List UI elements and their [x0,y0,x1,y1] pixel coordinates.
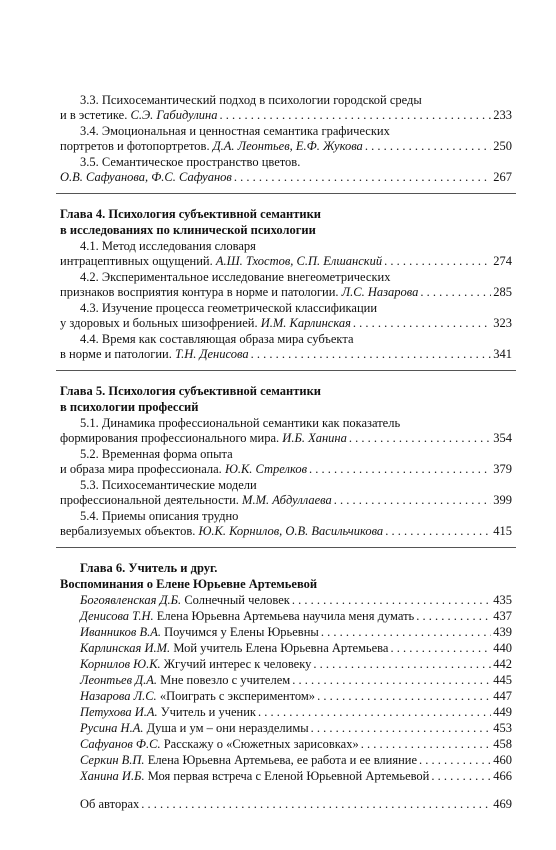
page-number: 445 [493,673,512,687]
list-item [60,656,512,672]
entry-title: Моя первая встреча с Еленой Юрьевной Артемьевой [147,769,430,783]
entry-title: Елена Юрьевна Артемьева, ее работа и ее влияние [147,753,418,767]
entry-title-cont: профессиональной деятельности. [60,493,239,507]
leader-dots [349,431,491,446]
entry-title: Жгучий интерес к человеку [163,657,312,671]
leader-dots [321,624,491,640]
page-number: 458 [493,737,512,751]
entry-last-line [60,170,512,185]
leader-dots [353,316,491,331]
entry-title: 4.1. Метод исследования словаря [80,239,256,253]
entry-title: 3.5. Семантическое пространство цветов. [80,155,301,169]
entry-last-line [60,139,512,154]
entry-title: Учитель и ученик [160,705,257,719]
entry-title: 4.3. Изучение процесса геометрической классификации [80,301,378,315]
page-number: 447 [493,689,512,703]
entry-author: Серкин В.П. [80,753,145,767]
toc-entry-4-3 [60,300,512,331]
toc-entry-5-3 [60,477,512,508]
toc-entry-3-5 [60,154,512,185]
entry-last-line [60,254,512,269]
list-item [60,720,512,736]
leader-dots [292,592,491,608]
entry-title: Солнечный человек [184,593,290,607]
page-number: 341 [493,347,512,361]
entry-author: Д.А. Леонтьев, Е.Ф. Жукова [212,139,363,153]
entry-title: Душа и ум – они неразделимы [146,721,309,735]
page-number: 323 [493,316,512,330]
toc-entry-3-3 [60,92,512,123]
entry-author: И.Б. Ханина [282,431,347,445]
entry-title-cont: в норме и патологии. [60,347,172,361]
entry-author: Богоявленская Д.Б. [80,593,182,607]
entry-author: И.М. Карлинская [260,316,351,330]
entry-last-line [60,493,512,508]
page-number: 466 [493,769,512,783]
entry-last-line [60,431,512,446]
entry-title: 4.4. Время как составляющая образа мира субъекта [80,332,354,346]
list-item [60,592,512,608]
leader-dots [419,752,491,768]
entry-author: Т.Н. Денисова [174,347,249,361]
entry-title: Елена Юрьевна Артемьева научила меня думать [156,609,415,623]
leader-dots [141,796,491,812]
entry-author: Корнилов Ю.К. [80,657,161,671]
list-item [60,752,512,768]
entry-title: Расскажу о «Сюжетных зарисовках» [163,737,359,751]
leader-dots [334,493,491,508]
entry-title: 3.4. Эмоциональная и ценностная семантика графических [80,124,390,138]
page-number: 453 [493,721,512,735]
leader-dots [292,672,491,688]
entry-author: Назарова Л.С. [80,689,157,703]
page-number: 267 [493,170,512,184]
leader-dots [361,736,492,752]
entry-title-cont: и в эстетике. [60,108,128,122]
entry-author: О.В. Сафуанова, Ф.С. Сафуанов [60,170,232,184]
leader-dots [317,688,491,704]
entry-title-cont: формирования профессионального мира. [60,431,280,445]
list-item [60,672,512,688]
leader-dots [420,285,491,300]
entry-author: Русина Н.А. [80,721,144,735]
entry-author: Л.С. Назарова [341,285,419,299]
chapter-5-title: Глава 5. Психология субъективной семантики в психологии профессий [60,384,321,414]
page-number: 354 [493,431,512,445]
leader-dots [365,139,491,154]
entry-title: 5.4. Приемы описания трудно [80,509,239,523]
list-item [60,768,512,784]
entry-author: Ю.К. Корнилов, О.В. Васильчикова [198,524,384,538]
entry-title-cont: признаков восприятия контура в норме и патологии. [60,285,339,299]
list-item [60,736,512,752]
list-item [60,640,512,656]
list-item [60,624,512,640]
leader-dots [384,254,491,269]
leader-dots [416,608,491,624]
leader-dots [313,656,491,672]
page-number: 415 [493,524,512,538]
entry-last-line [60,347,512,362]
entry-author: А.Ш. Тхостов, С.П. Елшанский [215,254,383,268]
page-number: 442 [493,657,512,671]
toc-entry-4-4 [60,331,512,362]
toc-entry-5-4 [60,508,512,539]
divider [56,547,516,548]
about-authors-label: Об авторах [80,797,140,811]
entry-last-line [60,462,512,477]
leader-dots [220,108,492,123]
leader-dots [251,347,492,362]
leader-dots [311,720,492,736]
entry-author: Сафуанов Ф.С. [80,737,161,751]
entry-title: 5.1. Динамика профессиональной семантики как показатель [80,416,401,430]
leader-dots [309,462,491,477]
entry-title-cont: интрацептивных ощущений. [60,254,213,268]
entry-author: Карлинская И.М. [80,641,171,655]
toc-entry-4-1 [60,238,512,269]
list-item [60,608,512,624]
leader-dots [431,768,491,784]
leader-dots [234,170,491,185]
leader-dots [258,704,491,720]
entry-title: 4.2. Экспериментальное исследование внегеометрических [80,270,391,284]
entry-last-line [60,108,512,123]
entry-title: Мне повезло с учителем [160,673,291,687]
page-number: 379 [493,462,512,476]
page-number: 439 [493,625,512,639]
entry-last-line [60,316,512,331]
entry-title: 5.3. Психосемантические модели [80,478,257,492]
table-of-contents [60,92,512,812]
entry-author: Петухова И.А. [80,705,158,719]
entry-author: Леонтьев Д.А. [80,673,157,687]
page-number: 250 [493,139,512,153]
leader-dots [390,640,491,656]
entry-title: Поучимся у Елены Юрьевны [164,625,319,639]
toc-entry-5-2 [60,446,512,477]
page-number: 440 [493,641,512,655]
entry-title-cont: вербализуемых объектов. [60,524,196,538]
leader-dots [385,524,491,539]
entry-last-line [60,285,512,300]
entry-title: 5.2. Временная форма опыта [80,447,233,461]
entry-author: Ю.К. Стрелков [224,462,308,476]
entry-author: М.М. Абдуллаева [242,493,332,507]
entry-author: Денисова Т.Н. [80,609,154,623]
page-number: 435 [493,593,512,607]
page-number: 437 [493,609,512,623]
entry-author: Иванников В.А. [80,625,161,639]
entry-title-cont: портретов и фотопортретов. [60,139,210,153]
page-number: 449 [493,705,512,719]
toc-entry-5-1 [60,415,512,446]
page-number: 274 [493,254,512,268]
list-item [60,688,512,704]
list-item [60,704,512,720]
entry-author: С.Э. Габидулина [130,108,218,122]
entry-title: «Поиграть с экспериментом» [159,689,316,703]
page-number: 469 [493,797,512,811]
page-number: 460 [493,753,512,767]
memoirs-list [60,592,512,784]
chapter-6-title: Глава 6. Учитель и друг. Воспоминания о Елене Юрьевне Артемьевой [60,561,318,591]
page-number: 285 [493,285,512,299]
toc-entry-4-2 [60,269,512,300]
page-number: 399 [493,493,512,507]
entry-title-cont: и образа мира профессионала. [60,462,222,476]
entry-title-cont: у здоровых и больных шизофренией. [60,316,258,330]
entry-title: Мой учитель Елена Юрьевна Артемьева [173,641,389,655]
page-number: 233 [493,108,512,122]
entry-title: 3.3. Психосемантический подход в психологии городской среды [80,93,422,107]
divider [56,370,516,371]
divider [56,193,516,194]
toc-entry-3-4 [60,123,512,154]
entry-author: Ханина И.Б. [80,769,145,783]
entry-last-line [60,524,512,539]
chapter-4-title: Глава 4. Психология субъективной семантики в исследованиях по клинической психологии [60,207,321,237]
about-authors-entry [60,796,512,812]
